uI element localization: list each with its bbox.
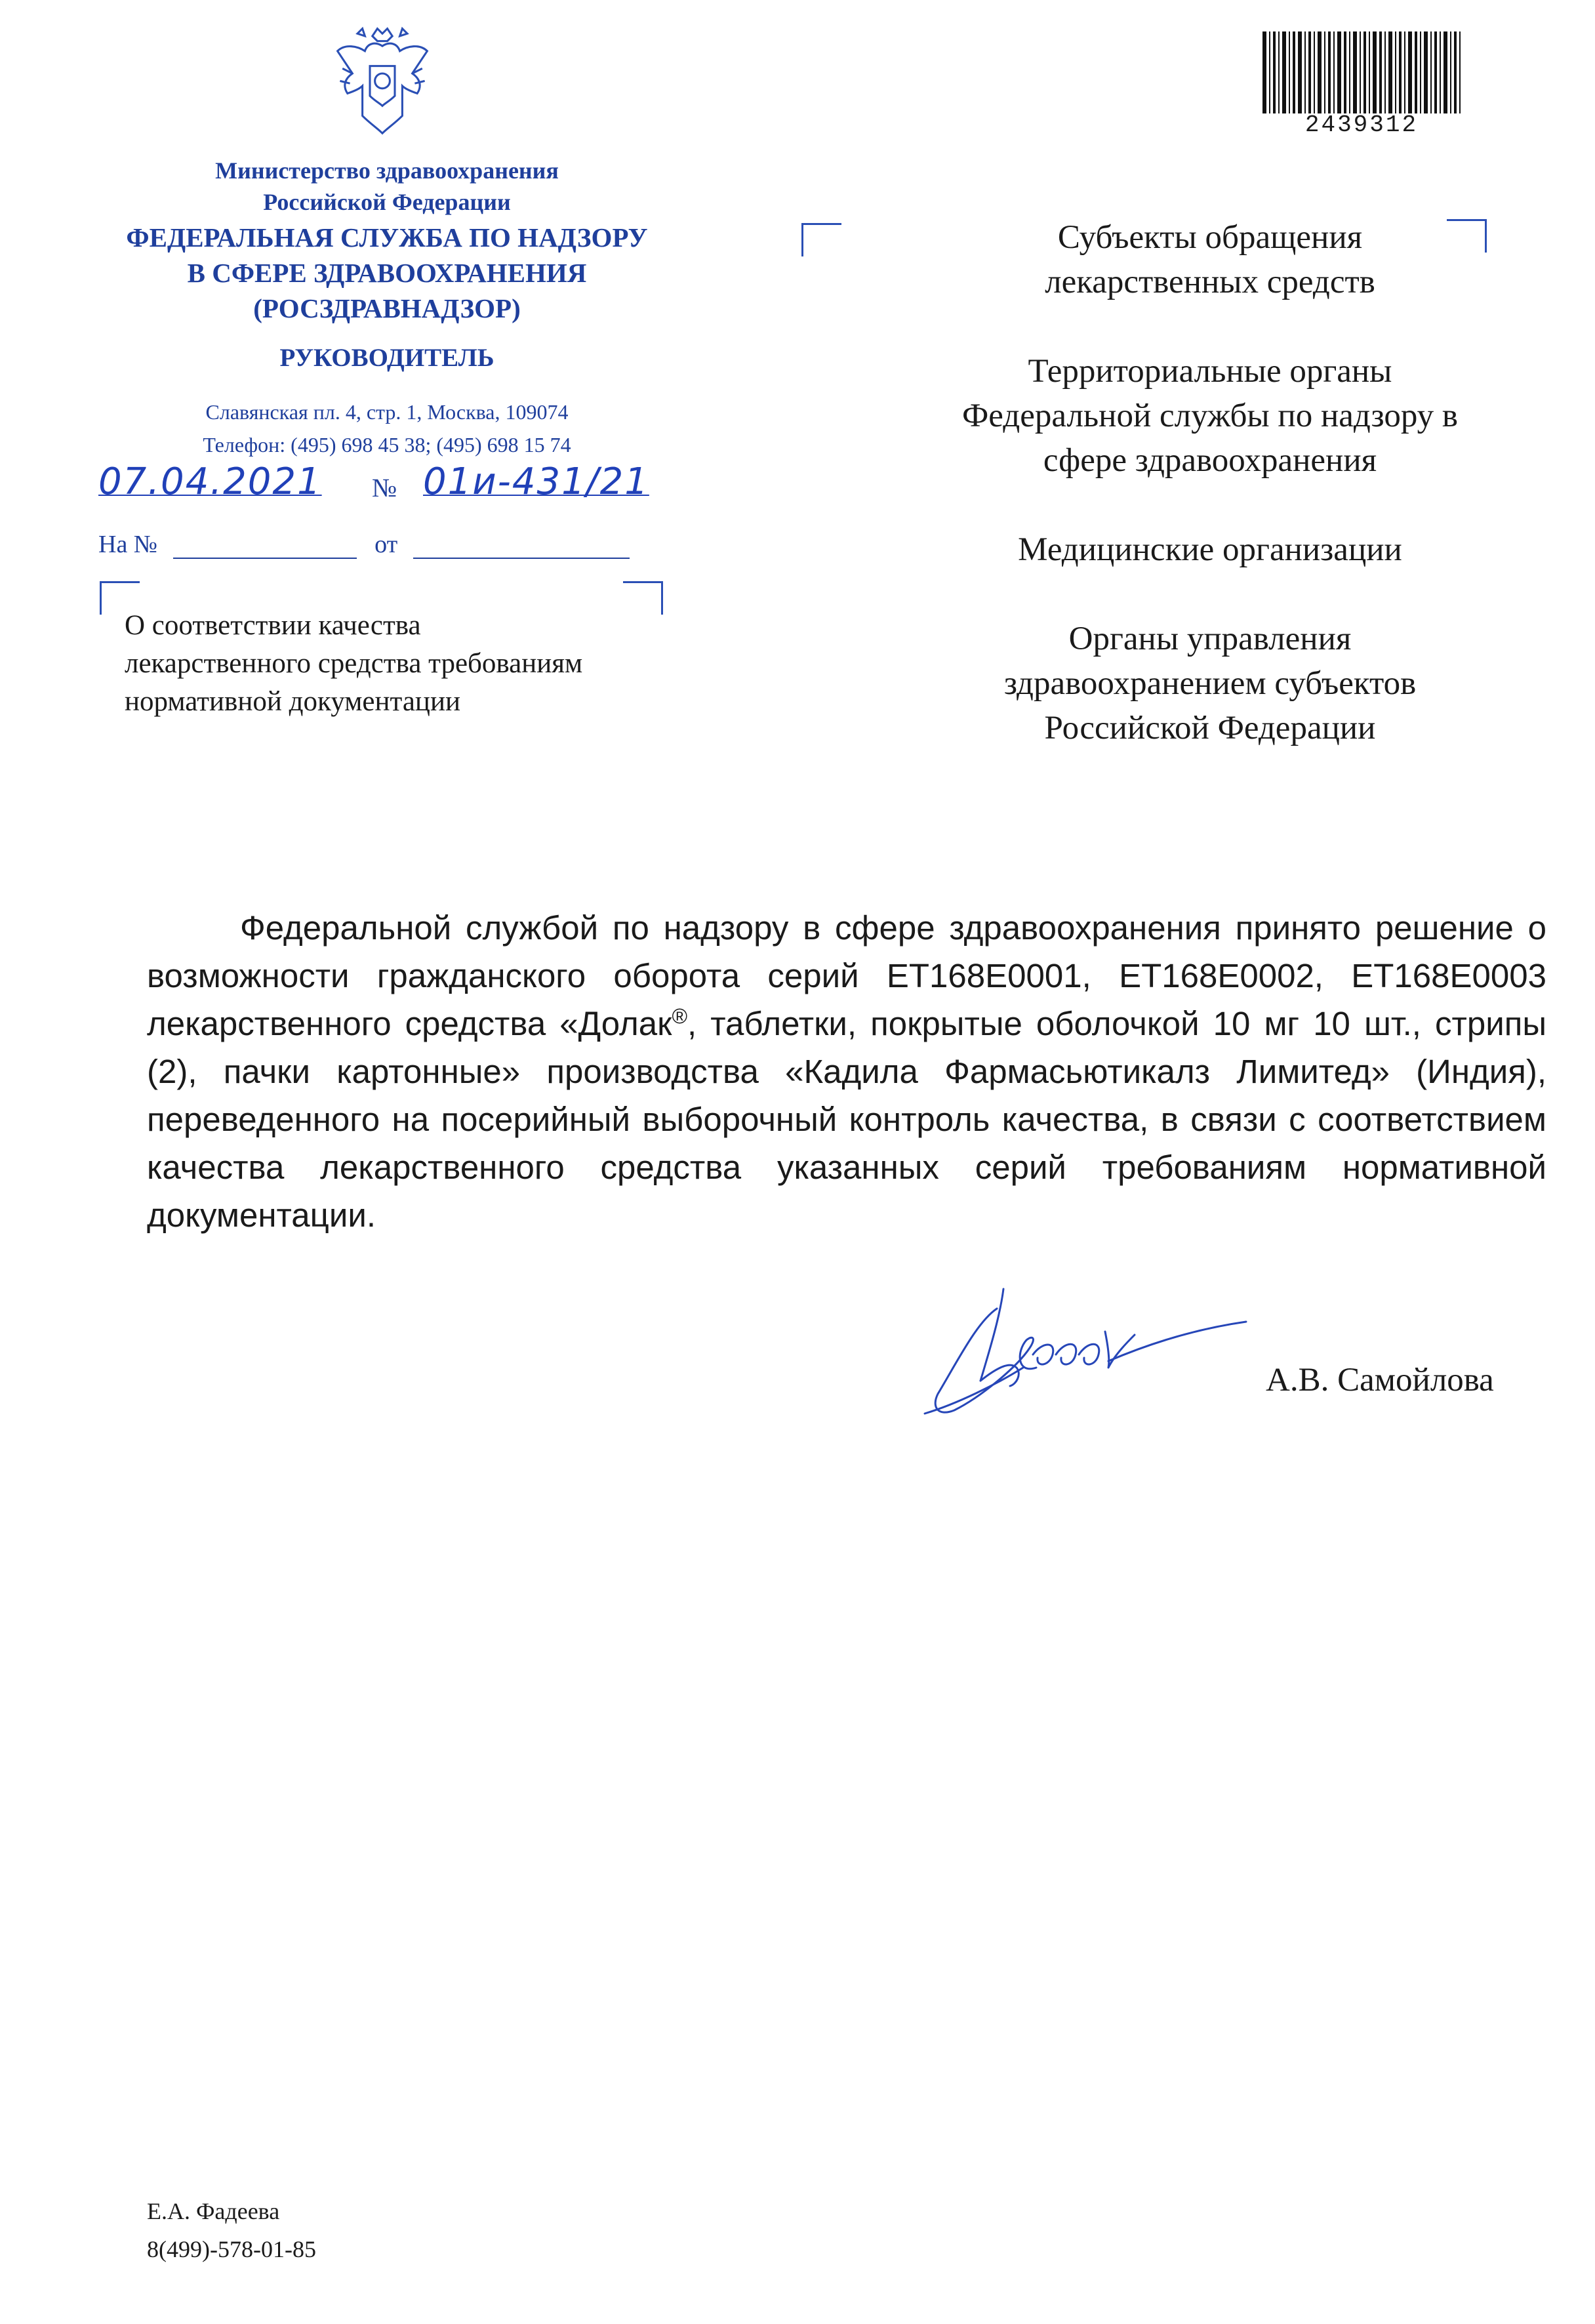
- reply-to-blank: [173, 558, 357, 559]
- ministry-line: Российской Федерации: [263, 189, 511, 215]
- recipient-line: Медицинские организации: [1018, 531, 1402, 568]
- from-blank: [413, 558, 630, 559]
- reply-to-label: На №: [98, 531, 158, 558]
- address: Славянская пл. 4, стр. 1, Москва, 109074: [205, 400, 569, 424]
- service-name: [72, 220, 702, 326]
- executor-name: Е.А. Фадеева: [147, 2198, 280, 2224]
- recipient-line: Органы управления: [1068, 621, 1352, 657]
- subject-line: О соответствии качества: [125, 610, 421, 641]
- registration-number: 01и-431/21: [423, 460, 649, 503]
- body-paragraph: [147, 904, 1546, 1239]
- recipient-group: [905, 349, 1515, 483]
- recipients-block: [905, 215, 1515, 795]
- from-label: от: [374, 531, 398, 558]
- address-block: [98, 396, 676, 461]
- recipient-group: [905, 527, 1515, 572]
- coat-of-arms-icon: [320, 24, 445, 148]
- recipient-line: здравоохранением субъектов: [1003, 665, 1417, 702]
- recipient-line: Российской Федерации: [1044, 710, 1376, 746]
- executor-block: [147, 2192, 316, 2268]
- recipient-line: лекарственных средств: [1045, 264, 1375, 300]
- reply-to-line: [98, 530, 630, 559]
- recipients-corner-left: [801, 223, 841, 256]
- number-sign: №: [372, 473, 397, 502]
- service-line: В СФЕРЕ ЗДРАВООХРАНЕНИЯ: [187, 258, 587, 288]
- recipient-line: Субъекты обращения: [1057, 219, 1363, 256]
- head-title: РУКОВОДИТЕЛЬ: [279, 344, 495, 372]
- body-text-part: , таблетки, покрытые оболочкой 10 мг 10 шт., стрипы (2), пачки картонные» производства «Кадила Фармасьютикалз Лимитед» (Индия), переведенного на посерийный выборочный контроль качества, в связи с соответствием качества лекарственного средства указанных серий требованиям нормативной документации.: [147, 1005, 1546, 1234]
- subject-block: [125, 607, 715, 721]
- service-line: (РОСЗДРАВНАДЗОР): [253, 293, 521, 323]
- registration-date: 07.04.2021: [98, 460, 322, 503]
- barcode-icon: [1262, 31, 1461, 113]
- recipient-line: сфере здравоохранения: [1043, 442, 1377, 479]
- signer-name: А.В. Самойлова: [1266, 1362, 1494, 1398]
- recipient-group: [905, 617, 1515, 750]
- recipient-line: Территориальные органы: [1028, 353, 1392, 390]
- ministry-line: Министерство здравоохранения: [215, 157, 559, 184]
- executor-phone: 8(499)-578-01-85: [147, 2236, 316, 2262]
- registered-mark: ®: [672, 1004, 688, 1028]
- subject-line: лекарственного средства требованиям: [125, 648, 583, 679]
- phone: Телефон: (495) 698 45 38; (495) 698 15 74: [203, 433, 571, 457]
- body-text-part: Федеральной службой по надзору в сфере здравоохранения принято решение о возможности гражданского оборота серий ЕТ168Е0001, ЕТ168Е0002, ЕТ168Е0003 лекарственного средства «Долак: [147, 909, 1546, 1042]
- ministry-name: [98, 155, 676, 218]
- subject-line: нормативной документации: [125, 686, 460, 717]
- service-line: ФЕДЕРАЛЬНАЯ СЛУЖБА ПО НАДЗОРУ: [126, 222, 648, 253]
- barcode-number: 2439312: [1304, 112, 1419, 138]
- recipient-group: [905, 215, 1515, 304]
- handwritten-signature: [918, 1269, 1285, 1433]
- recipient-line: Федеральной службы по надзору в: [962, 398, 1458, 434]
